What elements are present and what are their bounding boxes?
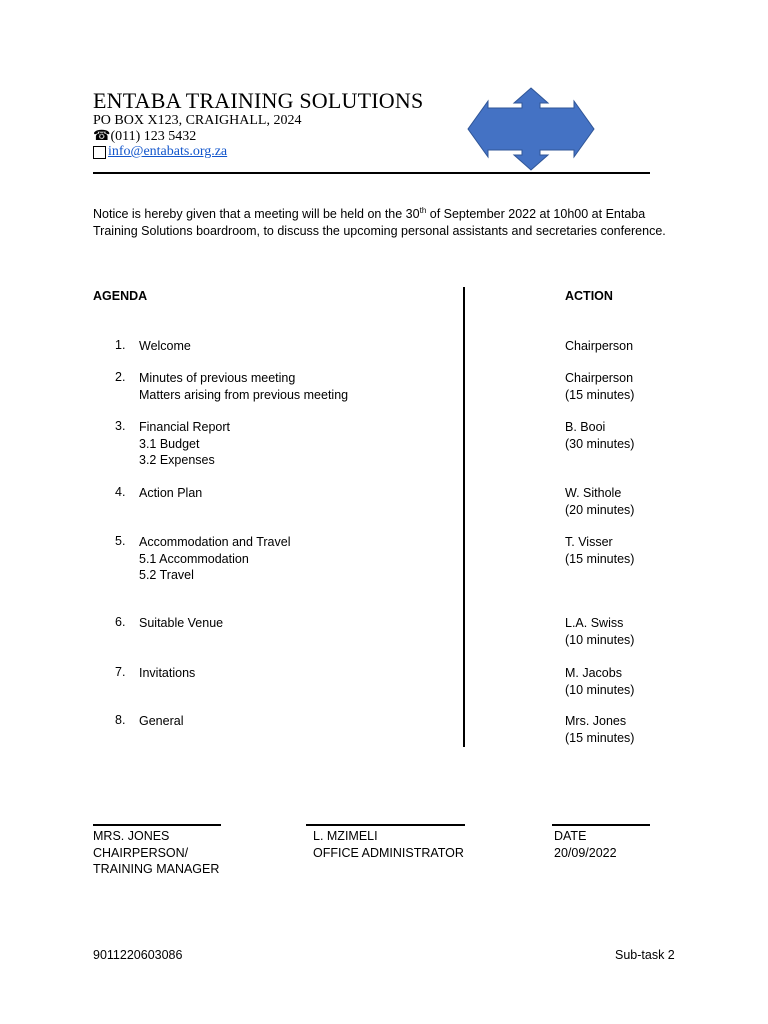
agenda-item-line: 5.2 Travel: [139, 568, 194, 582]
action-heading: ACTION: [565, 289, 613, 303]
footer-subtask: Sub-task 2: [615, 948, 675, 962]
signature-line-date: [552, 824, 650, 826]
agenda-item-action: [565, 485, 634, 518]
agenda-item-text: [139, 534, 290, 584]
agenda-item-number: 3.: [115, 419, 126, 433]
action-person: Mrs. Jones: [565, 714, 627, 728]
signature-block-administrator: [313, 828, 464, 861]
company-name: ENTABA TRAINING SOLUTIONS: [93, 88, 424, 113]
action-duration: (10 minutes): [565, 682, 635, 697]
agenda-item-line: General: [139, 714, 184, 728]
action-person: M. Jacobs: [565, 666, 622, 680]
agenda-item-text: [139, 713, 183, 730]
action-duration: (30 minutes): [565, 436, 635, 451]
action-person: Chairperson: [565, 371, 634, 385]
action-duration: (10 minutes): [565, 632, 635, 647]
agenda-item-line: Suitable Venue: [139, 616, 224, 630]
action-person: Chairperson: [565, 339, 634, 353]
date-value: 20/09/2022: [554, 845, 617, 860]
action-person: W. Sithole: [565, 486, 622, 500]
action-duration: (20 minutes): [565, 502, 635, 517]
email-row: [93, 144, 227, 160]
agenda-item-action: [565, 615, 634, 648]
signature-title: OFFICE ADMINISTRATOR: [313, 845, 464, 860]
signature-block-chairperson: [93, 828, 219, 878]
agenda-item-number: 8.: [115, 713, 126, 727]
signature-name: L. MZIMELI: [313, 829, 378, 843]
action-duration: (15 minutes): [565, 387, 635, 402]
agenda-item-action: [565, 419, 634, 452]
signature-block-date: [554, 828, 617, 861]
telephone-icon: ☎: [93, 129, 111, 144]
agenda-item-number: 6.: [115, 615, 126, 629]
notice-text-start: Notice is hereby given that a meeting will be held on the 30: [93, 207, 420, 221]
agenda-item-action: [565, 338, 633, 355]
action-duration: (15 minutes): [565, 551, 635, 566]
agenda-item-line: 3.1 Budget: [139, 436, 200, 451]
agenda-item-line: Action Plan: [139, 486, 203, 500]
meeting-notice: [93, 206, 683, 239]
agenda-item-number: 4.: [115, 485, 126, 499]
agenda-item-line: Matters arising from previous meeting: [139, 387, 349, 402]
agenda-item-line: 5.1 Accommodation: [139, 551, 249, 566]
signature-title: TRAINING MANAGER: [93, 862, 220, 876]
agenda-item-action: [565, 534, 634, 567]
agenda-item-line: Minutes of previous meeting: [139, 371, 296, 385]
email-icon: [93, 146, 106, 159]
agenda-item-action: [565, 665, 634, 698]
four-way-arrow-logo: [466, 86, 596, 172]
agenda-item-number: 1.: [115, 338, 126, 352]
action-duration: (15 minutes): [565, 730, 635, 745]
postal-address: PO BOX X123, CRAIGHALL, 2024: [93, 113, 302, 128]
date-label: DATE: [554, 829, 587, 843]
notice-text-end: of September 2022 at 10h00 at Entaba Training Solutions boardroom, to discuss the upcoming personal assistants and secretaries conference.: [93, 207, 666, 238]
agenda-item-number: 2.: [115, 370, 126, 384]
agenda-item-text: [139, 338, 191, 355]
agenda-item-text: [139, 665, 195, 682]
signature-name: MRS. JONES: [93, 829, 170, 843]
agenda-item-text: [139, 419, 230, 469]
action-person: L.A. Swiss: [565, 616, 624, 630]
phone-row: [93, 128, 196, 145]
agenda-item-number: 7.: [115, 665, 126, 679]
letterhead-divider: [93, 172, 650, 174]
email-link[interactable]: info@entabats.org.za: [108, 144, 228, 159]
signature-title: CHAIRPERSON/: [93, 845, 189, 860]
agenda-item-line: Invitations: [139, 666, 196, 680]
signature-line-administrator: [306, 824, 465, 826]
agenda-heading: AGENDA: [93, 289, 148, 303]
agenda-item-line: Financial Report: [139, 420, 231, 434]
notice-ordinal-suffix: th: [419, 205, 427, 215]
agenda-item-number: 5.: [115, 534, 126, 548]
agenda-item-line: 3.2 Expenses: [139, 453, 215, 467]
column-divider: [463, 287, 465, 747]
agenda-item-text: [139, 615, 223, 632]
agenda-item-line: Accommodation and Travel: [139, 535, 291, 549]
agenda-item-text: [139, 370, 348, 403]
agenda-item-action: [565, 370, 634, 403]
action-person: B. Booi: [565, 420, 606, 434]
action-person: T. Visser: [565, 535, 613, 549]
signature-line-chairperson: [93, 824, 221, 826]
footer-id-number: 9011220603086: [93, 948, 183, 962]
arrow-logo-shape: [468, 88, 594, 170]
agenda-item-line: Welcome: [139, 339, 191, 353]
agenda-item-action: [565, 713, 634, 746]
agenda-item-text: [139, 485, 202, 502]
phone-number: (011) 123 5432: [110, 129, 197, 144]
